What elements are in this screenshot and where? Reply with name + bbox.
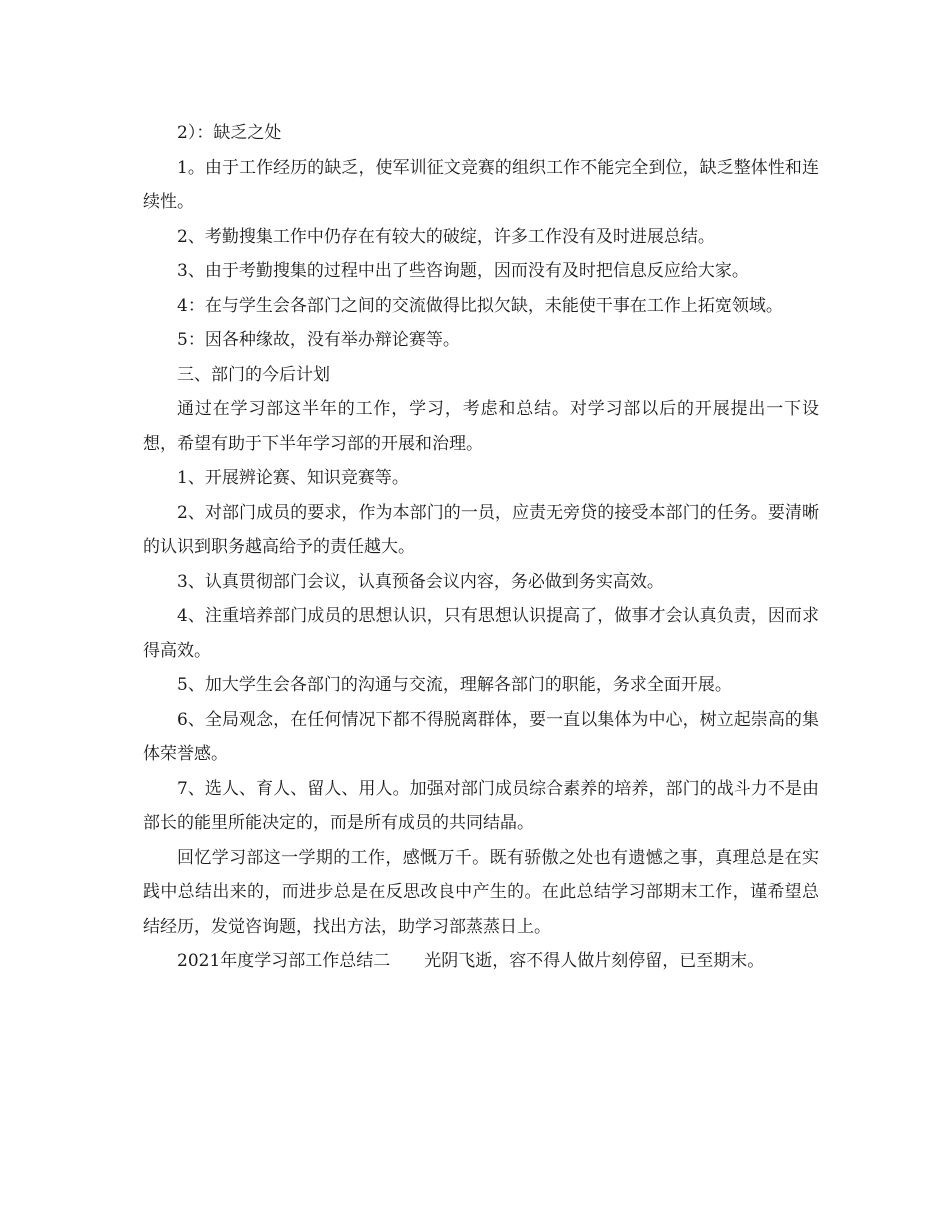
paragraph-shortcoming-3: 3、由于考勤搜集的过程中出了些咨询题，因而没有及时把信息反应给大家。 — [177, 261, 749, 281]
paragraph-plan-4: 4、注重培养部门成员的思想认识，只有思想认识提高了，做事才会认真负责，因而求得高效。 — [143, 606, 819, 661]
paragraph-plan-2: 2、对部门成员的要求，作为本部门的一员，应责无旁贷的接受本部门的任务。要清晰的认识到职务越高给予的责任越大。 — [143, 502, 819, 557]
paragraph-shortcoming-2: 2、考勤搜集工作中仍存在有较大的破绽，许多工作没有及时进展总结。 — [177, 226, 715, 247]
paragraph-plan-5: 5、加大学生会各部门的沟通与交流，理解各部门的职能，务求全面开展。 — [177, 675, 732, 695]
paragraph-plan-3: 3、认真贯彻部门会议，认真预备会议内容，务必做到务实高效。 — [177, 571, 664, 592]
paragraph-summary-two-start: 2021年度学习部工作总结二 光阴飞逝，容不得人做片刻停留，已至期末。 — [177, 951, 765, 971]
paragraph-conclusion: 回忆学习部这一学期的工作，感慨万千。既有骄傲之处也有遗憾之事，真理总是在实践中总结出来的，而进步总是在反思改良中产生的。在此总结学习部期末工作，谨希望总结经历，发觉咨询题，找出方法，助学习部蒸蒸日上。 — [143, 847, 819, 937]
paragraph-plan-1: 1、开展辨论赛、知识竞赛等。 — [177, 468, 409, 488]
paragraph-plan-6: 6、全局观念，在任何情况下都不得脱离群体，要一直以集体为中心，树立起崇高的集体荣誉感。 — [143, 709, 819, 764]
paragraph-plan-intro: 通过在学习部这半年的工作，学习，考虑和总结。对学习部以后的开展提出一下设想，希望有助于下半年学习部的开展和治理。 — [143, 399, 819, 454]
document-body — [143, 116, 819, 979]
paragraph-shortcoming-1: 1。由于工作经历的缺乏，使军训征文竞赛的组织工作不能完全到位，缺乏整体性和连续性。 — [143, 157, 819, 212]
section-heading-future-plan: 三、部门的今后计划 — [177, 364, 330, 385]
paragraph-plan-7: 7、选人、育人、留人、用人。加强对部门成员综合素养的培养，部门的战斗力不是由部长的能里所能决定的，而是所有成员的共同结晶。 — [143, 778, 819, 833]
paragraph-shortcoming-5: 5：因各种缘故，没有举办辩论赛等。 — [177, 330, 460, 350]
paragraph-shortcoming-4: 4：在与学生会各部门之间的交流做得比拟欠缺，未能使干事在工作上拓宽领域。 — [177, 295, 783, 316]
subsection-heading-shortcomings: 2）：缺乏之处 — [177, 123, 282, 143]
